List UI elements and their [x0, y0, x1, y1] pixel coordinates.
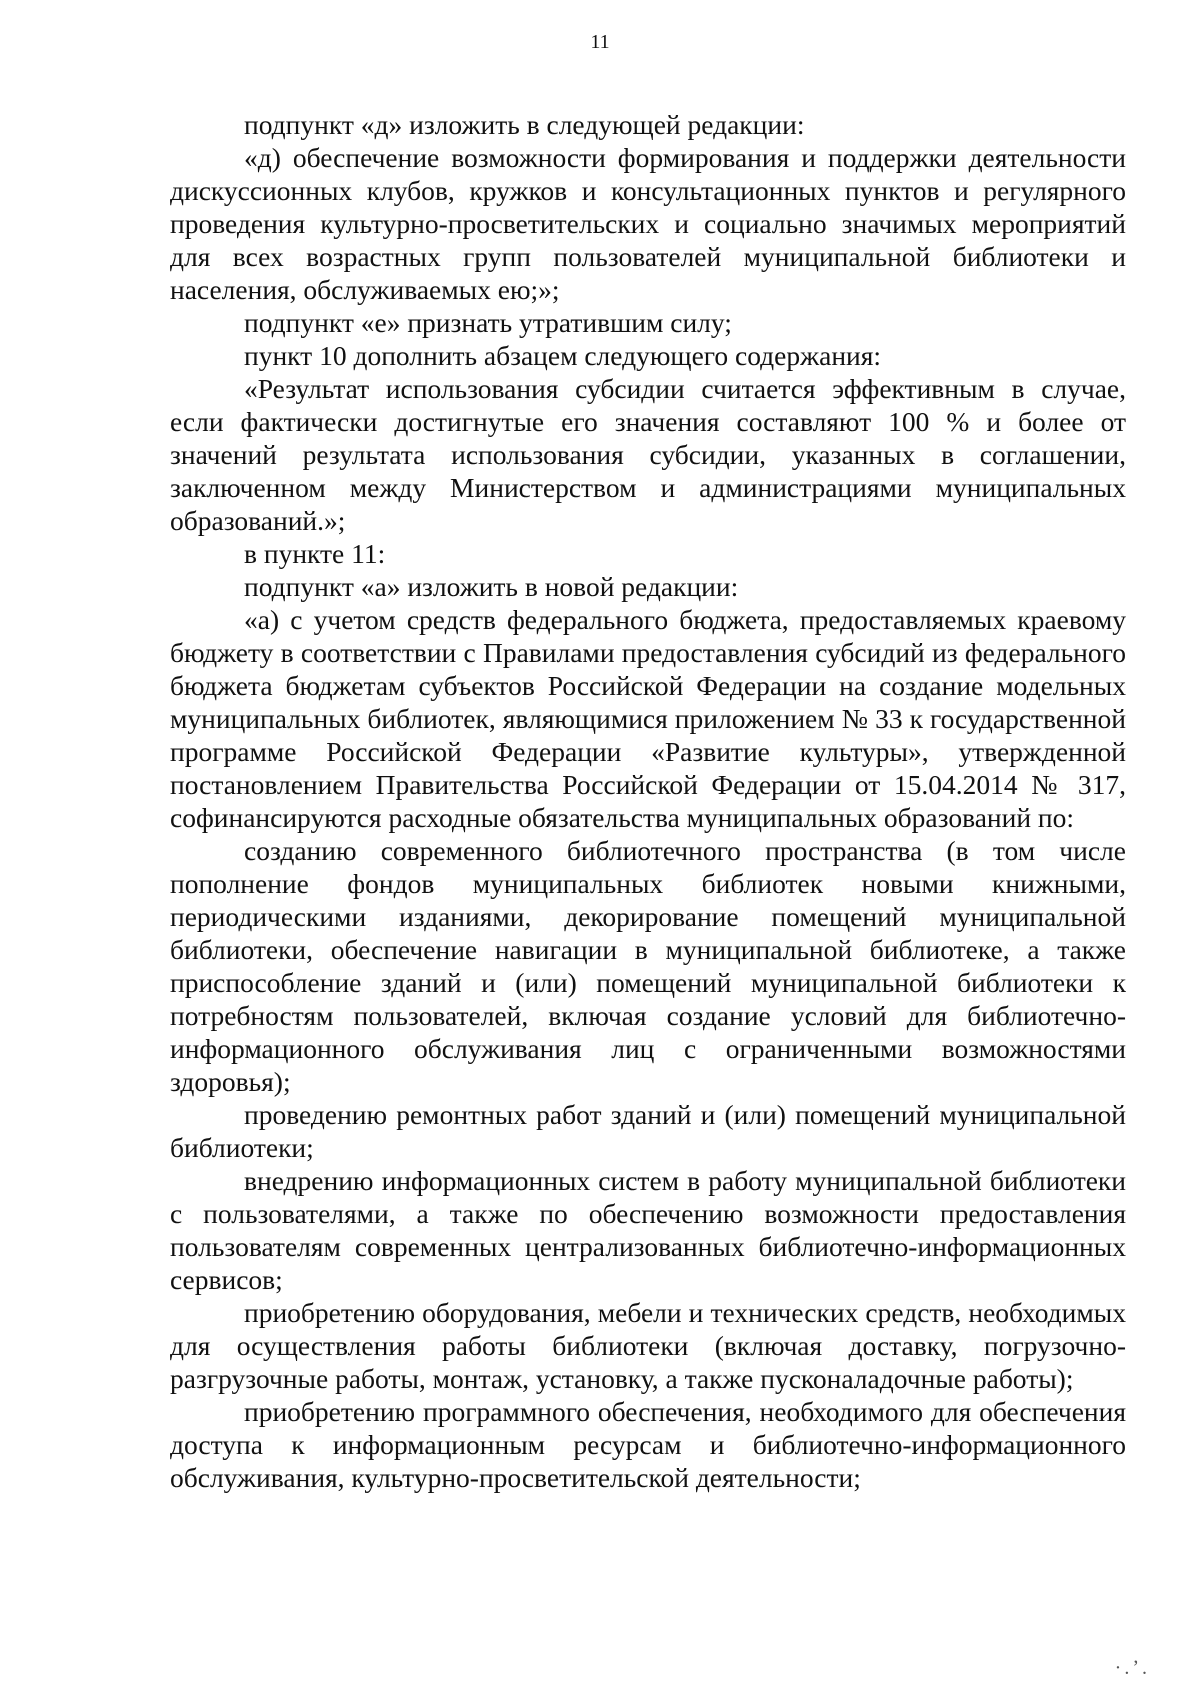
page-number: 11 — [590, 31, 610, 53]
paragraph: проведению ремонтных работ зданий и (или) помещений муниципальной библиотеки; — [170, 1099, 1126, 1163]
paragraph: внедрению информационных систем в работу муниципальной библиотеки с пользователями, а также по обеспечению возможности предоставления пользователям современных централизованных библиотечно-информационных сервисов; — [170, 1165, 1126, 1295]
paragraph: подпункт «д» изложить в следующей редакции: — [244, 109, 805, 140]
paragraph: в пункте 11: — [244, 538, 386, 569]
paragraph: «д) обеспечение возможности формирования и поддержки деятельности дискуссионных клубов, кружков и консультационных пунктов и регулярного проведения культурно-просветительских и социально значимых мероприятий для всех возрастных групп пользователей муниципальной библиотеки и населения, обслуживаемых ею;»; — [170, 142, 1126, 305]
paragraph: приобретению программного обеспечения, необходимого для обеспечения доступа к информационным ресурсам и библиотечно-информационного обслуживания, культурно-просветительской деятельности; — [170, 1396, 1126, 1493]
paragraph: «а) с учетом средств федерального бюджета, предоставляемых краевому бюджету в соответствии с Правилами предоставления субсидий из федерального бюджета бюджетам субъектов Российской Федерации на создание модельных муниципальных библиотек, являющимися приложением № 33 к государственной программе Российской Федерации «Развитие культуры», утвержденной постановлением Правительства Российской Федерации от 15.04.2014 № 317, софинансируются расходные обязательства муниципальных образований по: — [170, 604, 1126, 833]
paragraph: подпункт «а» изложить в новой редакции: — [244, 571, 739, 602]
document-body — [170, 108, 1126, 1494]
paragraph: пункт 10 дополнить абзацем следующего содержания: — [244, 340, 882, 371]
paragraph: подпункт «е» признать утратившим силу; — [244, 307, 732, 338]
paragraph: созданию современного библиотечного пространства (в том числе пополнение фондов муниципальных библиотек новыми книжными, периодическими изданиями, декорирование помещений муниципальной библиотеки, обеспечение навигации в муниципальной библиотеке, а также приспособление зданий и (или) помещений муниципальной библиотеки к потребностям пользователей, включая создание условий для библиотечно-информационного обслуживания лиц с ограниченными возможностями здоровья); — [170, 835, 1126, 1097]
scan-artifact-mark: ·.ʼ. — [1114, 1657, 1150, 1679]
paragraph: «Результат использования субсидии считается эффективным в случае, если фактически достигнутые его значения составляют 100 % и более от значений результата использования субсидии, указанных в соглашении, заключенном между Министерством и администрациями муниципальных образований.»; — [170, 373, 1126, 536]
paragraph: приобретению оборудования, мебели и технических средств, необходимых для осуществления работы библиотеки (включая доставку, погрузочно-разгрузочные работы, монтаж, установку, а также пусконаладочные работы); — [170, 1297, 1126, 1394]
